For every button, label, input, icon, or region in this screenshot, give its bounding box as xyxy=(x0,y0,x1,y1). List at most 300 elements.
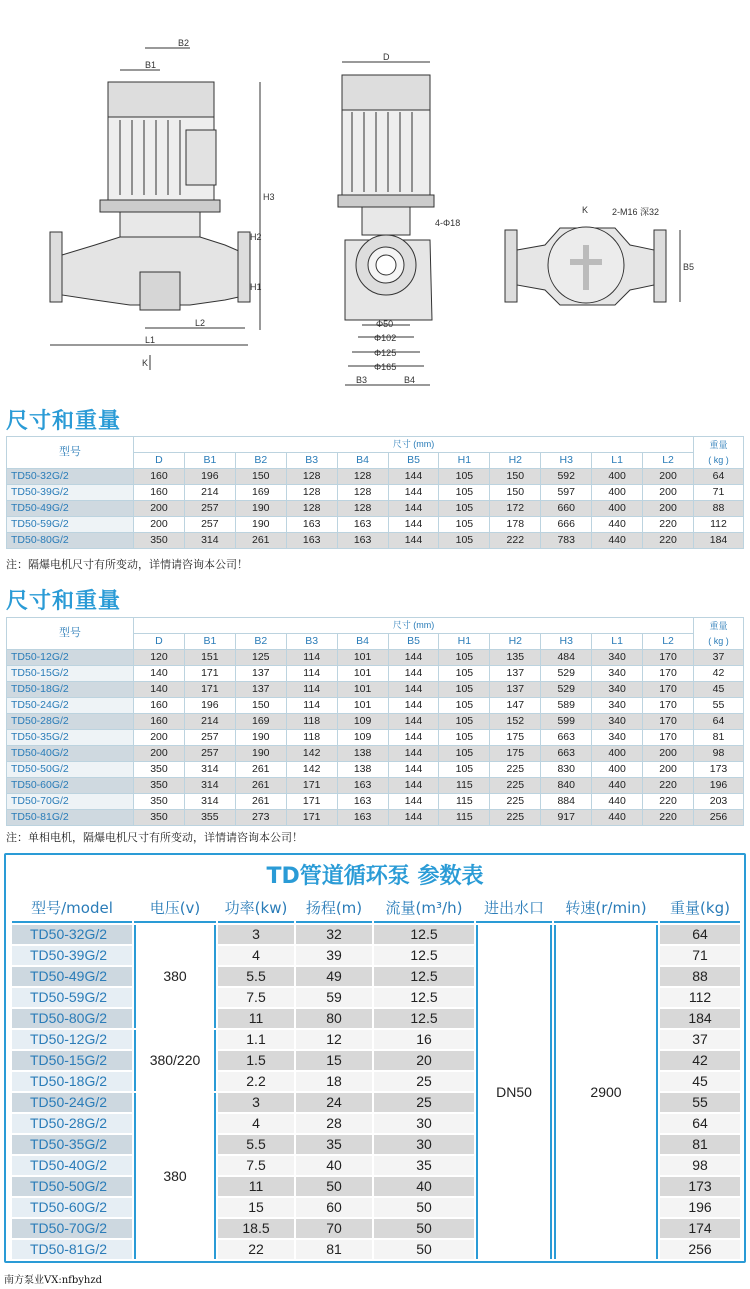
voltage-cell: 380 xyxy=(134,925,216,1028)
value-cell: 142 xyxy=(286,746,337,762)
label-h2: H2 xyxy=(250,232,262,242)
value-cell: 170 xyxy=(643,698,694,714)
value-cell: 25 xyxy=(374,1093,474,1112)
model-cell: TD50-24G/2 xyxy=(12,1093,132,1112)
value-cell: 120 xyxy=(134,650,185,666)
value-cell: 105 xyxy=(439,469,490,485)
value-cell: 151 xyxy=(184,650,235,666)
value-cell: 24 xyxy=(296,1093,372,1112)
footer-watermark: 南方泵业VX:nfbyhzd xyxy=(4,1275,103,1286)
value-cell: 7.5 xyxy=(218,1156,294,1175)
value-cell: 150 xyxy=(235,469,286,485)
model-cell: TD50-35G/2 xyxy=(12,1135,132,1154)
table-row xyxy=(7,469,744,485)
value-cell: 169 xyxy=(235,485,286,501)
value-cell: 350 xyxy=(134,533,185,549)
column-header: B3 xyxy=(286,634,337,650)
value-cell: 11 xyxy=(218,1009,294,1028)
model-cell: TD50-28G/2 xyxy=(12,1114,132,1133)
value-cell: 400 xyxy=(592,501,643,517)
column-header: D xyxy=(134,634,185,650)
value-cell: 170 xyxy=(643,714,694,730)
weight-unit: ( kg ) xyxy=(708,635,729,646)
value-cell: 170 xyxy=(643,682,694,698)
table-row xyxy=(7,810,744,826)
label-k: K xyxy=(142,358,149,368)
value-cell: 144 xyxy=(388,517,439,533)
value-cell: 273 xyxy=(235,810,286,826)
value-cell: 50 xyxy=(374,1198,474,1217)
value-cell: 256 xyxy=(694,810,744,826)
model-cell: TD50-60G/2 xyxy=(7,778,134,794)
value-cell: 101 xyxy=(337,698,388,714)
value-cell: 39 xyxy=(296,946,372,965)
value-cell: 125 xyxy=(235,650,286,666)
value-cell: 5.5 xyxy=(218,967,294,986)
voltage-cell: 380 xyxy=(134,1093,216,1259)
table-row xyxy=(7,714,744,730)
column-header: 进出水口 xyxy=(476,895,552,923)
model-cell: TD50-12G/2 xyxy=(12,1030,132,1049)
value-cell: 314 xyxy=(184,778,235,794)
weight-cell: 64 xyxy=(660,925,740,944)
value-cell: 18 xyxy=(296,1072,372,1091)
value-cell: 400 xyxy=(592,762,643,778)
value-cell: 171 xyxy=(184,666,235,682)
label-b4: B4 xyxy=(404,375,416,385)
value-cell: 4 xyxy=(218,1114,294,1133)
model-cell: TD50-59G/2 xyxy=(7,517,134,533)
value-cell: 40 xyxy=(296,1156,372,1175)
label-phi165: Φ165 xyxy=(374,362,397,372)
model-cell: TD50-49G/2 xyxy=(12,967,132,986)
value-cell: 144 xyxy=(388,650,439,666)
speed-cell: 2900 xyxy=(554,925,658,1259)
value-cell: 71 xyxy=(694,485,744,501)
column-header: 扬程(m) xyxy=(296,895,372,923)
value-cell: 30 xyxy=(374,1135,474,1154)
value-cell: 150 xyxy=(490,469,541,485)
value-cell: 160 xyxy=(134,698,185,714)
value-cell: 144 xyxy=(388,810,439,826)
value-cell: 200 xyxy=(643,469,694,485)
value-cell: 917 xyxy=(541,810,592,826)
value-cell: 30 xyxy=(374,1114,474,1133)
value-cell: 150 xyxy=(235,698,286,714)
value-cell: 3 xyxy=(218,925,294,944)
value-cell: 663 xyxy=(541,730,592,746)
params-title: TD管道循环泵 参数表 xyxy=(266,864,484,889)
value-cell: 16 xyxy=(374,1030,474,1049)
weight-cell: 256 xyxy=(660,1240,740,1259)
value-cell: 175 xyxy=(490,730,541,746)
value-cell: 115 xyxy=(439,778,490,794)
table-row xyxy=(7,666,744,682)
value-cell: 172 xyxy=(490,501,541,517)
value-cell: 128 xyxy=(337,485,388,501)
weight-cell: 42 xyxy=(660,1051,740,1070)
value-cell: 178 xyxy=(490,517,541,533)
value-cell: 340 xyxy=(592,682,643,698)
value-cell: 150 xyxy=(490,485,541,501)
table-row xyxy=(7,698,744,714)
value-cell: 160 xyxy=(134,469,185,485)
column-header: 流量(m³/h) xyxy=(374,895,474,923)
value-cell: 40 xyxy=(374,1177,474,1196)
column-header: L2 xyxy=(643,453,694,469)
front-view-drawing xyxy=(50,48,260,370)
model-header: 型号 xyxy=(7,618,134,650)
value-cell: 138 xyxy=(337,762,388,778)
value-cell: 225 xyxy=(490,794,541,810)
model-cell: TD50-50G/2 xyxy=(12,1177,132,1196)
value-cell: 105 xyxy=(439,517,490,533)
top-view-drawing xyxy=(505,227,680,305)
value-cell: 144 xyxy=(388,794,439,810)
table-row xyxy=(7,517,744,533)
column-header: L1 xyxy=(592,634,643,650)
value-cell: 147 xyxy=(490,698,541,714)
label-b1: B1 xyxy=(145,60,157,70)
column-header: B2 xyxy=(235,634,286,650)
value-cell: 261 xyxy=(235,533,286,549)
value-cell: 261 xyxy=(235,762,286,778)
column-header: B5 xyxy=(388,453,439,469)
header-row xyxy=(12,895,740,923)
model-cell: TD50-32G/2 xyxy=(12,925,132,944)
weight-cell: 174 xyxy=(660,1219,740,1238)
value-cell: 105 xyxy=(439,485,490,501)
table-row xyxy=(7,794,744,810)
value-cell: 59 xyxy=(296,988,372,1007)
weight-cell: 71 xyxy=(660,946,740,965)
column-header: H1 xyxy=(439,634,490,650)
value-cell: 440 xyxy=(592,517,643,533)
weight-cell: 196 xyxy=(660,1198,740,1217)
model-cell: TD50-59G/2 xyxy=(12,988,132,1007)
value-cell: 163 xyxy=(286,517,337,533)
value-cell: 171 xyxy=(184,682,235,698)
column-header: H2 xyxy=(490,453,541,469)
weight-header xyxy=(694,618,744,650)
value-cell: 200 xyxy=(643,485,694,501)
value-cell: 144 xyxy=(388,469,439,485)
value-cell: 105 xyxy=(439,666,490,682)
weight-unit: ( kg ) xyxy=(708,454,729,465)
dimension-table-2 xyxy=(6,617,744,826)
weight-header xyxy=(694,437,744,469)
value-cell: 70 xyxy=(296,1219,372,1238)
model-cell: TD50-70G/2 xyxy=(12,1219,132,1238)
label-phi102: Φ102 xyxy=(374,333,397,343)
value-cell: 105 xyxy=(439,762,490,778)
value-cell: 144 xyxy=(388,485,439,501)
column-header: B3 xyxy=(286,453,337,469)
value-cell: 81 xyxy=(694,730,744,746)
value-cell: 49 xyxy=(296,967,372,986)
value-cell: 783 xyxy=(541,533,592,549)
value-cell: 599 xyxy=(541,714,592,730)
value-cell: 200 xyxy=(134,517,185,533)
table-row xyxy=(7,778,744,794)
weight-cell: 88 xyxy=(660,967,740,986)
value-cell: 128 xyxy=(286,469,337,485)
value-cell: 64 xyxy=(694,714,744,730)
column-header: 重量(kg) xyxy=(660,895,740,923)
model-cell: TD50-15G/2 xyxy=(7,666,134,682)
column-header: B5 xyxy=(388,634,439,650)
header-row xyxy=(7,437,744,453)
label-b5: B5 xyxy=(683,262,695,272)
value-cell: 171 xyxy=(286,810,337,826)
value-cell: 144 xyxy=(388,666,439,682)
value-cell: 257 xyxy=(184,730,235,746)
value-cell: 118 xyxy=(286,730,337,746)
value-cell: 440 xyxy=(592,810,643,826)
value-cell: 35 xyxy=(374,1156,474,1175)
label-d: D xyxy=(383,52,390,62)
dimension-table-1 xyxy=(6,436,744,549)
value-cell: 440 xyxy=(592,778,643,794)
model-cell: TD50-81G/2 xyxy=(7,810,134,826)
value-cell: 32 xyxy=(296,925,372,944)
value-cell: 400 xyxy=(592,485,643,501)
value-cell: 22 xyxy=(218,1240,294,1259)
table-row xyxy=(7,682,744,698)
value-cell: 144 xyxy=(388,698,439,714)
weight-label: 重量 xyxy=(709,620,728,631)
value-cell: 109 xyxy=(337,730,388,746)
value-cell: 222 xyxy=(490,533,541,549)
value-cell: 12.5 xyxy=(374,925,474,944)
value-cell: 340 xyxy=(592,714,643,730)
value-cell: 88 xyxy=(694,501,744,517)
value-cell: 214 xyxy=(184,485,235,501)
value-cell: 152 xyxy=(490,714,541,730)
value-cell: 660 xyxy=(541,501,592,517)
value-cell: 20 xyxy=(374,1051,474,1070)
value-cell: 190 xyxy=(235,746,286,762)
column-header: B4 xyxy=(337,453,388,469)
value-cell: 200 xyxy=(643,762,694,778)
value-cell: 350 xyxy=(134,762,185,778)
size-header: 尺寸 (mm) xyxy=(134,437,694,453)
value-cell: 105 xyxy=(439,730,490,746)
value-cell: 196 xyxy=(694,778,744,794)
model-cell: TD50-15G/2 xyxy=(12,1051,132,1070)
value-cell: 163 xyxy=(337,778,388,794)
table-row xyxy=(7,650,744,666)
value-cell: 350 xyxy=(134,794,185,810)
value-cell: 64 xyxy=(694,469,744,485)
value-cell: 1.1 xyxy=(218,1030,294,1049)
value-cell: 170 xyxy=(643,730,694,746)
value-cell: 50 xyxy=(374,1219,474,1238)
value-cell: 257 xyxy=(184,746,235,762)
value-cell: 144 xyxy=(388,746,439,762)
value-cell: 440 xyxy=(592,794,643,810)
column-header: L2 xyxy=(643,634,694,650)
value-cell: 160 xyxy=(134,714,185,730)
value-cell: 18.5 xyxy=(218,1219,294,1238)
value-cell: 12.5 xyxy=(374,946,474,965)
value-cell: 144 xyxy=(388,762,439,778)
value-cell: 60 xyxy=(296,1198,372,1217)
model-header: 型号 xyxy=(7,437,134,469)
label-b3: B3 xyxy=(356,375,368,385)
column-header: H1 xyxy=(439,453,490,469)
value-cell: 5.5 xyxy=(218,1135,294,1154)
value-cell: 257 xyxy=(184,517,235,533)
model-cell: TD50-60G/2 xyxy=(12,1198,132,1217)
value-cell: 37 xyxy=(694,650,744,666)
label-phi50: Φ50 xyxy=(376,319,394,329)
value-cell: 529 xyxy=(541,682,592,698)
value-cell: 128 xyxy=(337,469,388,485)
value-cell: 261 xyxy=(235,794,286,810)
label-b2: B2 xyxy=(178,38,190,48)
value-cell: 42 xyxy=(694,666,744,682)
column-header: 转速(r/min) xyxy=(554,895,658,923)
value-cell: 840 xyxy=(541,778,592,794)
model-cell: TD50-39G/2 xyxy=(7,485,134,501)
value-cell: 114 xyxy=(286,650,337,666)
value-cell: 203 xyxy=(694,794,744,810)
column-header: 功率(kw) xyxy=(218,895,294,923)
value-cell: 355 xyxy=(184,810,235,826)
label-l2: L2 xyxy=(195,318,206,328)
value-cell: 340 xyxy=(592,698,643,714)
value-cell: 484 xyxy=(541,650,592,666)
value-cell: 170 xyxy=(643,666,694,682)
column-header: B2 xyxy=(235,453,286,469)
label-m16: 2-M16 深32 xyxy=(612,207,660,217)
label-l1: L1 xyxy=(145,335,156,345)
value-cell: 171 xyxy=(286,794,337,810)
label-4phi18: 4-Φ18 xyxy=(435,218,461,228)
value-cell: 175 xyxy=(490,746,541,762)
value-cell: 163 xyxy=(286,533,337,549)
value-cell: 137 xyxy=(235,682,286,698)
value-cell: 101 xyxy=(337,650,388,666)
label-k-top: K xyxy=(582,205,589,215)
value-cell: 138 xyxy=(337,746,388,762)
model-cell: TD50-70G/2 xyxy=(7,794,134,810)
value-cell: 80 xyxy=(296,1009,372,1028)
weight-cell: 55 xyxy=(660,1093,740,1112)
value-cell: 144 xyxy=(388,533,439,549)
model-cell: TD50-24G/2 xyxy=(7,698,134,714)
value-cell: 142 xyxy=(286,762,337,778)
model-cell: TD50-32G/2 xyxy=(7,469,134,485)
voltage-cell: 380/220 xyxy=(134,1030,216,1091)
value-cell: 140 xyxy=(134,666,185,682)
value-cell: 12.5 xyxy=(374,988,474,1007)
value-cell: 314 xyxy=(184,762,235,778)
value-cell: 314 xyxy=(184,794,235,810)
value-cell: 115 xyxy=(439,794,490,810)
parameter-table xyxy=(10,893,742,1261)
value-cell: 196 xyxy=(184,698,235,714)
value-cell: 663 xyxy=(541,746,592,762)
value-cell: 105 xyxy=(439,501,490,517)
value-cell: 171 xyxy=(286,778,337,794)
value-cell: 1.5 xyxy=(218,1051,294,1070)
value-cell: 50 xyxy=(374,1240,474,1259)
value-cell: 112 xyxy=(694,517,744,533)
value-cell: 115 xyxy=(439,810,490,826)
weight-cell: 98 xyxy=(660,1156,740,1175)
table1-title: 尺寸和重量 xyxy=(6,409,122,434)
model-cell: TD50-81G/2 xyxy=(12,1240,132,1259)
parameter-panel xyxy=(4,853,746,1263)
model-cell: TD50-40G/2 xyxy=(7,746,134,762)
value-cell: 173 xyxy=(694,762,744,778)
label-h1: H1 xyxy=(250,282,262,292)
column-header: H2 xyxy=(490,634,541,650)
value-cell: 140 xyxy=(134,682,185,698)
value-cell: 35 xyxy=(296,1135,372,1154)
value-cell: 137 xyxy=(490,682,541,698)
model-cell: TD50-80G/2 xyxy=(12,1009,132,1028)
value-cell: 200 xyxy=(134,501,185,517)
value-cell: 4 xyxy=(218,946,294,965)
table-row xyxy=(7,501,744,517)
value-cell: 7.5 xyxy=(218,988,294,1007)
model-cell: TD50-35G/2 xyxy=(7,730,134,746)
value-cell: 666 xyxy=(541,517,592,533)
value-cell: 589 xyxy=(541,698,592,714)
value-cell: 261 xyxy=(235,778,286,794)
weight-cell: 112 xyxy=(660,988,740,1007)
value-cell: 128 xyxy=(286,485,337,501)
value-cell: 200 xyxy=(134,730,185,746)
value-cell: 15 xyxy=(296,1051,372,1070)
value-cell: 190 xyxy=(235,501,286,517)
value-cell: 144 xyxy=(388,501,439,517)
value-cell: 597 xyxy=(541,485,592,501)
value-cell: 220 xyxy=(643,778,694,794)
pump-drawings xyxy=(0,0,750,400)
value-cell: 257 xyxy=(184,501,235,517)
weight-label: 重量 xyxy=(709,439,728,450)
size-header: 尺寸 (mm) xyxy=(134,618,694,634)
value-cell: 163 xyxy=(337,533,388,549)
value-cell: 45 xyxy=(694,682,744,698)
weight-cell: 173 xyxy=(660,1177,740,1196)
value-cell: 170 xyxy=(643,650,694,666)
table-row xyxy=(7,730,744,746)
model-cell: TD50-39G/2 xyxy=(12,946,132,965)
value-cell: 350 xyxy=(134,810,185,826)
table-row xyxy=(7,746,744,762)
column-header: B1 xyxy=(184,634,235,650)
value-cell: 196 xyxy=(184,469,235,485)
weight-cell: 45 xyxy=(660,1072,740,1091)
value-cell: 200 xyxy=(643,746,694,762)
table-row xyxy=(7,762,744,778)
value-cell: 190 xyxy=(235,730,286,746)
column-header: H3 xyxy=(541,453,592,469)
value-cell: 28 xyxy=(296,1114,372,1133)
value-cell: 55 xyxy=(694,698,744,714)
value-cell: 440 xyxy=(592,533,643,549)
label-h3: H3 xyxy=(263,192,275,202)
value-cell: 135 xyxy=(490,650,541,666)
value-cell: 190 xyxy=(235,517,286,533)
column-header: L1 xyxy=(592,453,643,469)
label-phi125: Φ125 xyxy=(374,348,397,358)
